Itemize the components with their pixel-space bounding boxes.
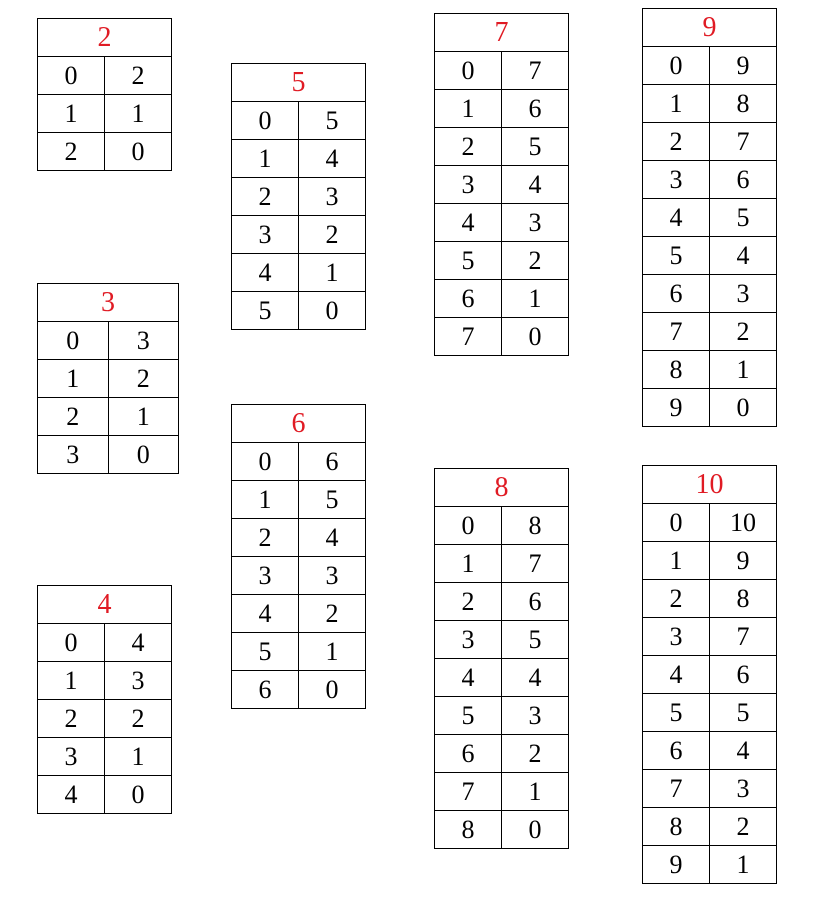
table-cell: 5 [435,242,502,280]
table-cell: 2 [710,313,777,351]
table-cell: 6 [643,275,710,313]
table-cell: 2 [643,580,710,618]
table-cell: 2 [435,583,502,621]
table-cell: 5 [643,694,710,732]
table-cell: 3 [643,618,710,656]
table-cell: 3 [108,322,179,360]
table-title: 4 [38,586,172,624]
table-cell: 1 [299,254,366,292]
table-cell: 2 [105,700,172,738]
table-cell: 8 [643,351,710,389]
table-cell: 5 [232,292,299,330]
number-bond-table [37,283,179,474]
table-cell: 4 [232,595,299,633]
table-cell: 1 [108,398,179,436]
table-cell: 1 [105,738,172,776]
table-cell: 2 [105,57,172,95]
table-cell: 4 [710,732,777,770]
table-cell: 8 [502,507,569,545]
table-cell: 0 [38,624,105,662]
table-cell: 2 [502,242,569,280]
table-cell: 1 [38,662,105,700]
table-cell: 7 [435,318,502,356]
table-cell: 5 [502,621,569,659]
table-cell: 3 [502,697,569,735]
table-cell: 9 [710,47,777,85]
table-cell: 2 [299,595,366,633]
table-cell: 2 [232,178,299,216]
table-cell: 0 [502,811,569,849]
table-cell: 8 [710,580,777,618]
table-cell: 3 [299,178,366,216]
table-cell: 2 [299,216,366,254]
table-cell: 5 [643,237,710,275]
number-bond-table [434,13,569,356]
table-cell: 1 [502,280,569,318]
table-cell: 9 [710,542,777,580]
number-bond-table [642,465,777,884]
table-cell: 0 [643,47,710,85]
table-cell: 2 [108,360,179,398]
table-cell: 0 [38,322,109,360]
table-cell: 3 [232,216,299,254]
table-title: 2 [38,19,172,57]
table-cell: 0 [105,776,172,814]
table-cell: 2 [502,735,569,773]
table-cell: 4 [232,254,299,292]
table-cell: 3 [710,275,777,313]
table-cell: 0 [232,443,299,481]
table-cell: 7 [710,123,777,161]
table-cell: 8 [435,811,502,849]
table-cell: 5 [299,481,366,519]
table-cell: 0 [710,389,777,427]
table-cell: 6 [435,735,502,773]
table-cell: 3 [710,770,777,808]
table-cell: 1 [38,360,109,398]
table-cell: 6 [232,671,299,709]
table-cell: 5 [232,633,299,671]
table-cell: 4 [502,659,569,697]
table-cell: 6 [502,583,569,621]
table-cell: 9 [643,846,710,884]
table-cell: 6 [435,280,502,318]
table-cell: 3 [643,161,710,199]
table-cell: 8 [643,808,710,846]
table-cell: 6 [502,90,569,128]
table-cell: 2 [435,128,502,166]
table-cell: 4 [435,659,502,697]
table-cell: 6 [643,732,710,770]
table-cell: 2 [710,808,777,846]
table-cell: 5 [710,694,777,732]
table-cell: 1 [435,545,502,583]
table-cell: 1 [299,633,366,671]
number-bond-table [231,404,366,709]
table-cell: 4 [105,624,172,662]
table-cell: 7 [710,618,777,656]
table-title: 3 [38,284,179,322]
table-cell: 9 [643,389,710,427]
table-cell: 0 [502,318,569,356]
table-cell: 7 [502,52,569,90]
table-cell: 1 [710,846,777,884]
table-cell: 5 [435,697,502,735]
table-cell: 1 [710,351,777,389]
table-cell: 0 [232,102,299,140]
table-cell: 4 [435,204,502,242]
table-cell: 2 [643,123,710,161]
table-cell: 0 [105,133,172,171]
table-cell: 1 [643,85,710,123]
table-cell: 3 [38,738,105,776]
table-cell: 1 [105,95,172,133]
table-cell: 3 [502,204,569,242]
table-title: 8 [435,469,569,507]
table-cell: 3 [105,662,172,700]
table-title: 10 [643,466,777,504]
table-cell: 6 [710,656,777,694]
table-cell: 1 [38,95,105,133]
table-cell: 7 [643,313,710,351]
number-bond-table [37,585,172,814]
table-cell: 2 [38,700,105,738]
table-cell: 6 [710,161,777,199]
table-cell: 1 [232,140,299,178]
table-cell: 0 [643,504,710,542]
table-cell: 2 [232,519,299,557]
table-cell: 4 [643,656,710,694]
table-cell: 4 [502,166,569,204]
table-cell: 3 [299,557,366,595]
table-cell: 4 [299,519,366,557]
table-cell: 8 [710,85,777,123]
table-cell: 3 [435,166,502,204]
table-cell: 0 [108,436,179,474]
table-cell: 3 [232,557,299,595]
table-cell: 2 [38,398,109,436]
number-bond-table [434,468,569,849]
table-cell: 0 [38,57,105,95]
table-cell: 7 [502,545,569,583]
table-title: 7 [435,14,569,52]
table-cell: 4 [38,776,105,814]
table-cell: 1 [502,773,569,811]
table-cell: 4 [643,199,710,237]
table-cell: 5 [710,199,777,237]
table-cell: 1 [435,90,502,128]
table-cell: 3 [38,436,109,474]
table-cell: 4 [299,140,366,178]
table-cell: 5 [299,102,366,140]
table-cell: 6 [299,443,366,481]
table-cell: 1 [232,481,299,519]
table-cell: 4 [710,237,777,275]
table-cell: 0 [299,292,366,330]
table-cell: 0 [435,507,502,545]
number-bond-table [231,63,366,330]
table-title: 6 [232,405,366,443]
table-cell: 0 [435,52,502,90]
table-cell: 7 [643,770,710,808]
table-cell: 3 [435,621,502,659]
table-title: 9 [643,9,777,47]
table-cell: 5 [502,128,569,166]
table-cell: 10 [710,504,777,542]
table-cell: 0 [299,671,366,709]
table-title: 5 [232,64,366,102]
table-cell: 7 [435,773,502,811]
table-cell: 1 [643,542,710,580]
number-bond-table [642,8,777,427]
table-cell: 2 [38,133,105,171]
number-bond-table [37,18,172,171]
